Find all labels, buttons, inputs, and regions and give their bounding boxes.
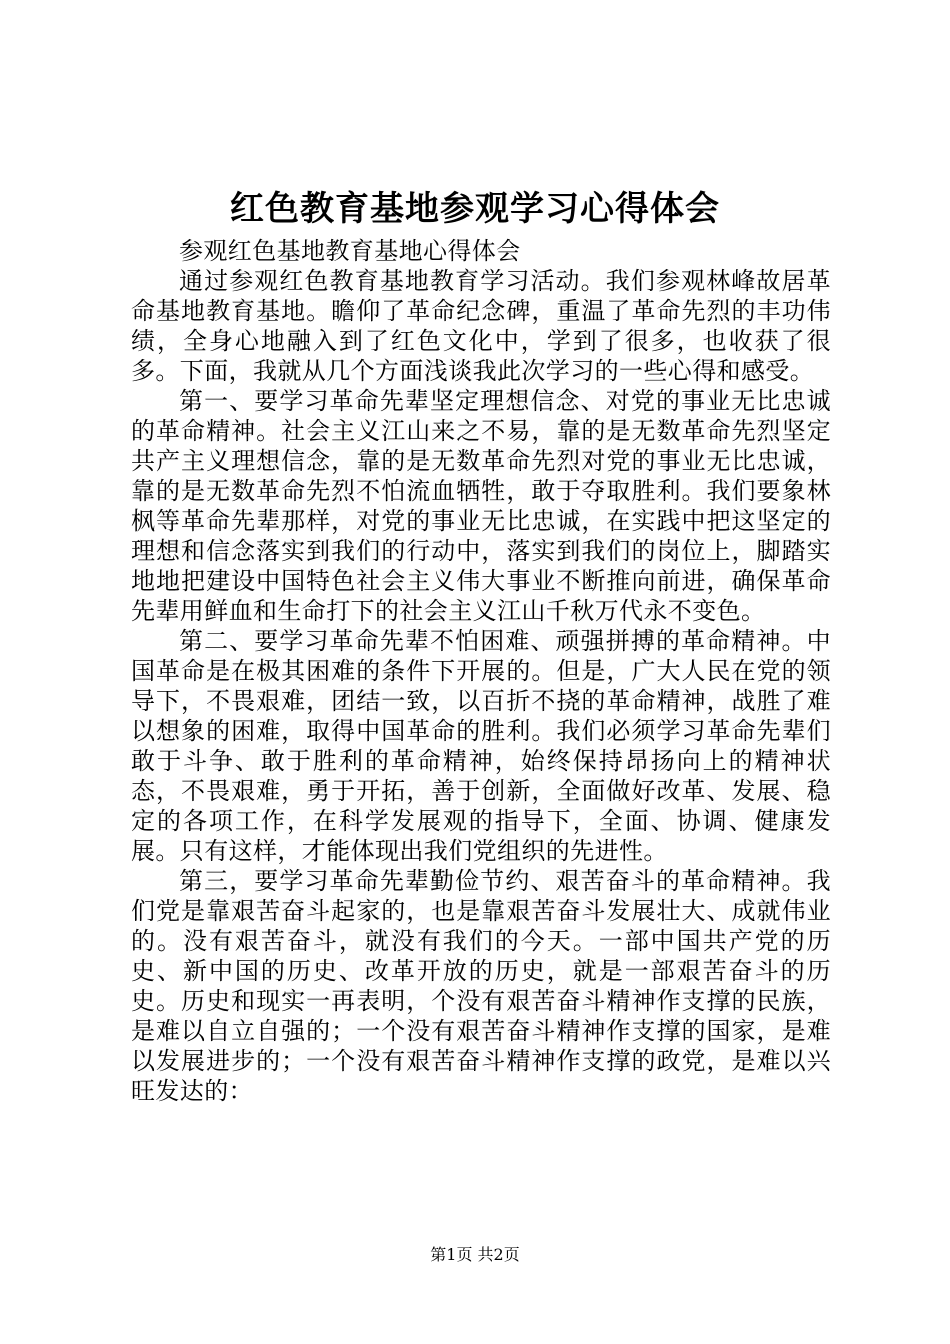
document-body <box>131 236 831 1106</box>
document-subtitle: 参观红色基地教育基地心得体会 <box>179 237 521 265</box>
paragraph-second: 第二、要学习革命先辈不怕困难、顽强拼搏的革命精神。中国革命是在极其困难的条件下开展的。但是，广大人民在党的领导下，不畏艰难，团结一致，以百折不挠的革命精神，战胜了难以想象的困难，取得中国革命的胜利。我们必须学习革命先辈们敢于斗争、敢于胜利的革命精神，始终保持昂扬向上的精神状态，不畏艰难，勇于开拓，善于创新，全面做好改革、发展、稳定的各项工作，在科学发展观的指导下，全面、协调、健康发展。只有这样，才能体现出我们党组织的先进性。 <box>131 627 831 865</box>
paragraph-third: 第三，要学习革命先辈勤俭节约、艰苦奋斗的革命精神。我们党是靠艰苦奋斗起家的，也是靠艰苦奋斗发展壮大、成就伟业的。没有艰苦奋斗，就没有我们的今天。一部中国共产党的历史、新中国的历史、改革开放的历史，就是一部艰苦奋斗的历史。历史和现实一再表明，个没有艰苦奋斗精神作支撑的民族，是难以自立自强的；一个没有艰苦奋斗精神作支撑的国家，是难以发展进步的；一个没有艰苦奋斗精神作支撑的政党，是难以兴旺发达的： <box>131 867 831 1105</box>
paragraph-first: 第一、要学习革命先辈坚定理想信念、对党的事业无比忠诚的革命精神。社会主义江山来之不易，靠的是无数革命先烈坚定共产主义理想信念，靠的是无数革命先烈对党的事业无比忠诚，靠的是无数革命先烈不怕流血牺牲，敢于夺取胜利。我们要象林枫等革命先辈那样，对党的事业无比忠诚，在实践中把这坚定的理想和信念落实到我们的行动中，落实到我们的岗位上，脚踏实地地把建设中国特色社会主义伟大事业不断推向前进，确保革命先辈用鲜血和生命打下的社会主义江山千秋万代永不变色。 <box>131 387 831 625</box>
document-title: 红色教育基地参观学习心得体会 <box>230 189 720 229</box>
page-number: 第1页 共2页 <box>430 1245 520 1264</box>
paragraph-intro: 通过参观红色教育基地教育学习活动。我们参观林峰故居革命基地教育基地。瞻仰了革命纪念碑，重温了革命先烈的丰功伟绩，全身心地融入到了红色文化中，学到了很多，也收获了很多。下面，我就从几个方面浅谈我此次学习的一些心得和感受。 <box>131 267 831 385</box>
